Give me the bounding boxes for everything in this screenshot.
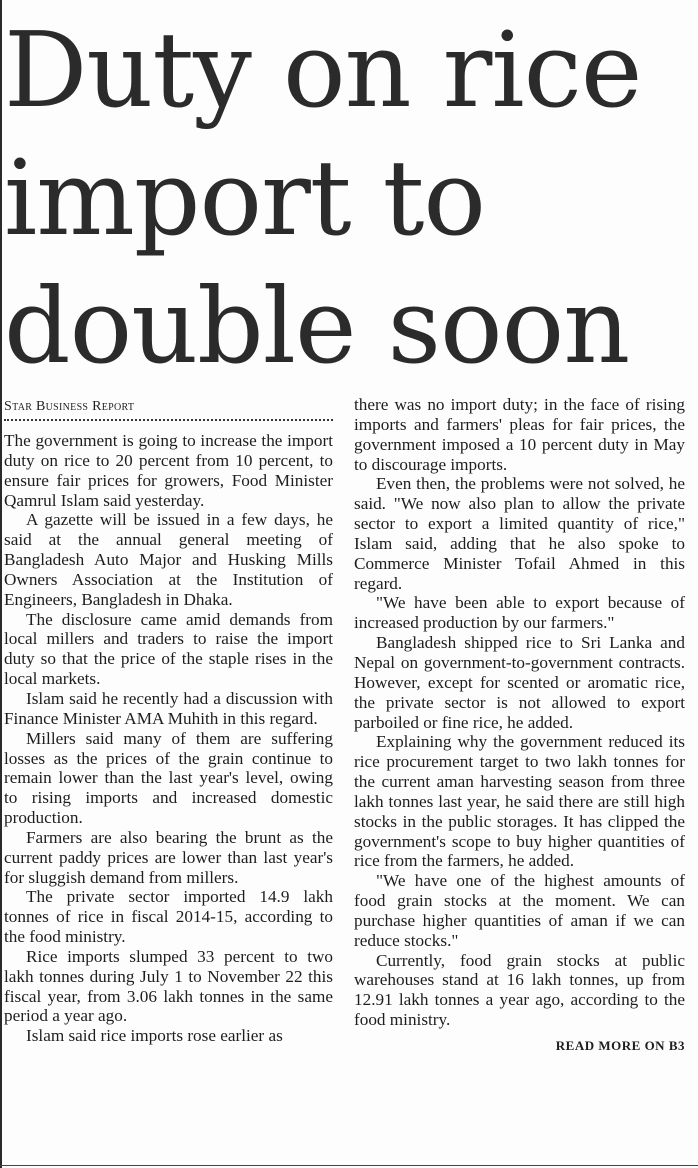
article-column-left (4, 395, 333, 1046)
paragraph: The government is going to increase the import duty on rice to 20 percent from 10 percent, to ensure fair prices for growers, Food Minister Qamrul Islam said yesterday. (4, 431, 333, 510)
paragraph: Rice imports slumped 33 percent to two lakh tonnes during July 1 to November 22 this fiscal year, from 3.06 lakh tonnes in the same period a year ago. (4, 946, 333, 1026)
paragraph: there was no import duty; in the face of rising imports and farmers' pleas for fair prices, the government imposed a 10 percent duty in May to discourage imports. (354, 395, 685, 474)
page-bottom-border (0, 1165, 698, 1166)
paragraph: Islam said he recently had a discussion with Finance Minister AMA Muhith in this regard. (4, 688, 333, 728)
paragraph: The disclosure came amid demands from local millers and traders to raise the import duty so that the price of the staple rises in the local markets. (4, 609, 333, 689)
paragraph: "We have one of the highest amounts of food grain stocks at the moment. We can purchase higher quantities of aman if we can reduce stocks." (354, 871, 685, 950)
page-left-border (0, 0, 2, 1168)
paragraph: Bangladesh shipped rice to Sri Lanka and Nepal on government-to-government contracts. However, except for scented or aromatic rice, the private sector is not allowed to export parboiled or fine rice, he added. (354, 633, 685, 732)
paragraph: Even then, the problems were not solved, he said. "We now also plan to allow the private sector to export a limited quantity of rice," Islam said, adding that he also spoke to Commerce Minister Tofail Ahmed in this regard. (354, 474, 685, 593)
paragraph: The private sector imported 14.9 lakh tonnes of rice in fiscal 2014-15, according to the food ministry. (4, 887, 333, 947)
paragraph: Farmers are also bearing the brunt as the current paddy prices are lower than last year's for sluggish demand from millers. (4, 827, 333, 887)
byline: Star Business Report (4, 399, 135, 414)
paragraph: Millers said many of them are suffering losses as the prices of the grain continue to remain lower than the last year's level, owing to rising imports and increased domestic production. (4, 728, 333, 828)
read-more-link[interactable]: READ MORE ON B3 (555, 1038, 685, 1053)
paragraph: "We have been able to export because of increased production by our farmers." (354, 593, 685, 633)
paragraph: A gazette will be issued in a few days, he said at the annual general meeting of Bangladesh Auto Major and Husking Mills Owners Association at the Institution of Engineers, Bangladesh in Dhaka. (4, 510, 333, 609)
byline-divider (4, 419, 333, 421)
paragraph: Islam said rice imports rose earlier as (26, 1026, 283, 1046)
headline: Duty on rice import to double soon (4, 9, 642, 387)
paragraph: Explaining why the government reduced its rice procurement target to two lakh tonnes for the current aman harvesting season from three lakh tonnes last year, he said there are still high stocks in the public storages. It has clipped the government's scope to buy higher quantities of rice from the farmers, he added. (354, 732, 685, 871)
article-column-right (354, 395, 685, 1054)
paragraph: Currently, food grain stocks at public warehouses stand at 16 lakh tonnes, up from 12.91 lakh tonnes a year ago, according to the food ministry. (354, 950, 685, 1030)
